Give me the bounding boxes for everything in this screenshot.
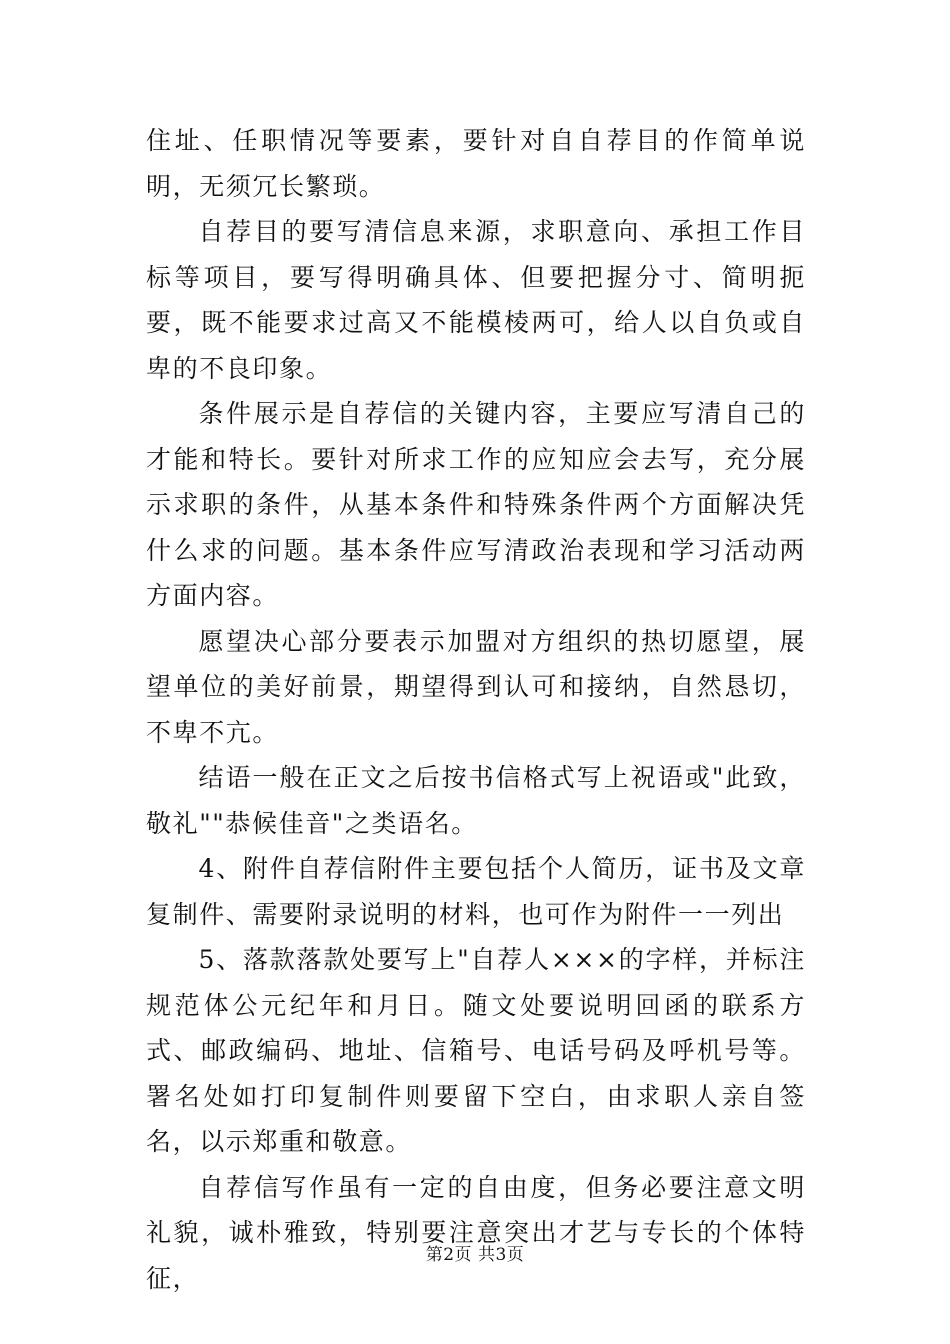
document-body (146, 118, 806, 1301)
page-number-label: 第2页 共3页 (425, 1245, 525, 1265)
paragraph-1: 住址、任职情况等要素，要针对自自荐目的作简单说明，无须冗长繁琐。 (146, 126, 806, 201)
paragraph-6: 4、附件自荐信附件主要包括个人简历，证书及文章复制件、需要附录说明的材料，也可作为附件一一列出 (146, 854, 806, 929)
paragraph-3: 条件展示是自荐信的关键内容，主要应写清自己的才能和特长。要针对所求工作的应知应会去写，充分展示求职的条件，从基本条件和特殊条件两个方面解决凭什么求的问题。基本条件应写清政治表现和学习活动两方面内容。 (146, 399, 806, 610)
paragraph-7: 5、落款落款处要写上"自荐人×××的字样，并标注规范体公元纪年和月日。随文处要说明回函的联系方式、邮政编码、地址、信箱号、电话号码及呼机号等。署名处如打印复制件则要留下空白，由求职人亲自签名，以示郑重和敬意。 (146, 945, 806, 1156)
page-footer (0, 1240, 950, 1265)
paragraph-8: 自荐信写作虽有一定的自由度，但务必要注意文明礼貌，诚朴雅致，特别要注意突出才艺与专长的个体特征， (146, 1172, 806, 1293)
paragraph-2: 自荐目的要写清信息来源，求职意向、承担工作目标等项目，要写得明确具体、但要把握分寸、简明扼要，既不能要求过高又不能模棱两可，给人以自负或自卑的不良印象。 (146, 217, 806, 383)
paragraph-5: 结语一般在正文之后按书信格式写上祝语或"此致，敬礼""恭候佳音"之类语名。 (146, 763, 806, 838)
paragraph-4: 愿望决心部分要表示加盟对方组织的热切愿望，展望单位的美好前景，期望得到认可和接纳，自然恳切，不卑不亢。 (146, 626, 806, 747)
